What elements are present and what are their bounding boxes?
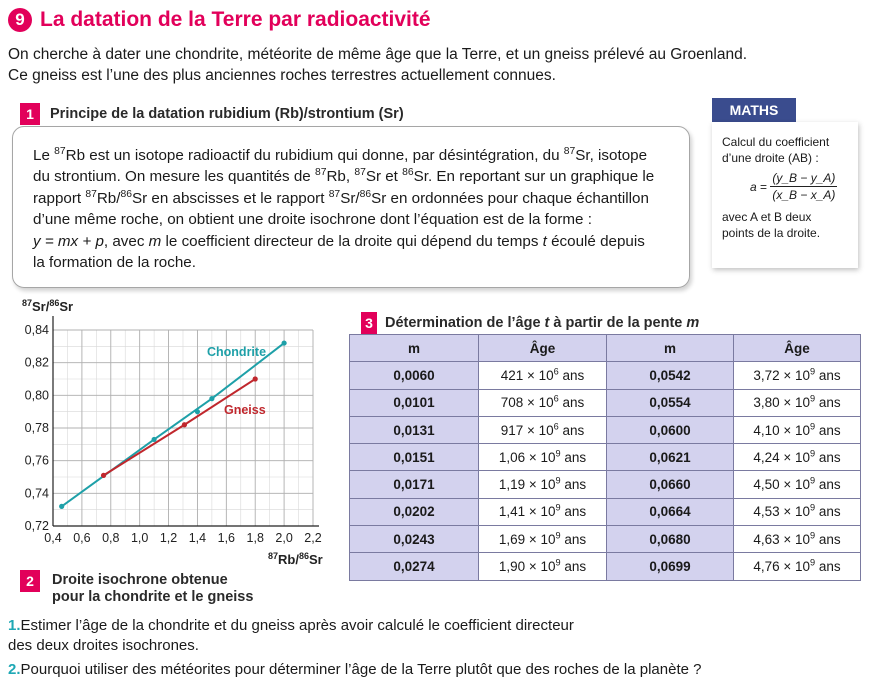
- table-cell-age: $4,76 \times 10^9$ ans: [734, 553, 861, 580]
- maths-line-4: points de la droite.: [722, 226, 821, 240]
- section-3-header: [361, 312, 699, 334]
- maths-tag: MATHS: [712, 98, 796, 122]
- table-cell-m: 0,0151: [350, 444, 479, 471]
- section-3-title: Détermination de l’âge t à partir de la pente m: [385, 315, 700, 331]
- y-tick-label: 0,80: [24, 388, 49, 403]
- col-header-m-1: m: [350, 335, 479, 362]
- maths-box: [712, 122, 858, 268]
- table-cell-age: $4,53 \times 10^9$ ans: [734, 498, 861, 525]
- data-point: [152, 437, 157, 442]
- data-point: [195, 409, 200, 414]
- x-tick-label: 1,2: [159, 531, 178, 545]
- table-cell-m: 0,0699: [607, 553, 734, 580]
- data-point: [253, 376, 258, 381]
- maths-line-2: d’une droite (AB) :: [722, 151, 819, 165]
- table-cell-m: 0,0664: [607, 498, 734, 525]
- table-row: [350, 526, 861, 553]
- table-cell-m: 0,0274: [350, 553, 479, 580]
- intro-line-1: On cherche à dater une chondrite, météorite de même âge que la Terre, et un gneiss prélevé au Groenland.: [8, 46, 747, 63]
- table-cell-age: $1,41 \times 10^9$ ans: [479, 498, 607, 525]
- table-cell-age: $4,24 \times 10^9$ ans: [734, 444, 861, 471]
- principle-text: Le $^{87}$Rb est un isotope radioactif du rubidium qui donne, par désintégration, du $^{87}$Sr, isotope du strontium. On mesure les quantités de $^{87}$Rb, $^{87}$Sr et $^{86}$Sr. En reportant sur un graphique le rapport $^{87}$Rb/$^{86}$Sr en abscisses et le rapport $^{87}$Sr/$^{86}$Sr en ordonnées pour chaque échantillon d’une même roche, on obtient une droite isochrone dont l’équation est de la forme : y = mx + p, avec m le coefficient directeur de la droite qui dépend du temps t écoulé depuis la formation de la roche.: [33, 145, 655, 272]
- table-cell-m: 0,0621: [607, 444, 734, 471]
- x-tick-label: 2,2: [304, 531, 322, 545]
- x-tick-label: 0,6: [73, 531, 91, 545]
- table-cell-m: 0,0101: [350, 389, 479, 416]
- data-point: [101, 473, 106, 478]
- table-cell-m: 0,0680: [607, 526, 734, 553]
- table-cell-age: $1,69 \times 10^9$ ans: [479, 526, 607, 553]
- y-tick-label: 0,82: [24, 355, 49, 370]
- isochrone-chart: [0, 290, 345, 590]
- section-1-header: [20, 103, 404, 125]
- col-header-m-2: m: [607, 335, 734, 362]
- table-cell-m: 0,0060: [350, 362, 479, 389]
- section-2-number: 2: [20, 570, 40, 592]
- table-row: [350, 471, 861, 498]
- series-line-chondrite: [62, 343, 284, 506]
- data-point: [59, 504, 64, 509]
- table-cell-age: $421 \times 10^6$ ans: [479, 362, 607, 389]
- table-row: [350, 553, 861, 580]
- y-axis-label: $^{87}$Sr/$^{86}$Sr: [22, 298, 74, 314]
- intro-text: [8, 44, 858, 86]
- x-axis-label: $^{87}$Rb/$^{86}$Sr: [268, 551, 323, 567]
- y-tick-label: 0,78: [24, 421, 49, 435]
- age-table: [349, 334, 861, 581]
- table-cell-m: 0,0660: [607, 471, 734, 498]
- principle-box: [12, 126, 690, 288]
- x-tick-label: 0,8: [102, 531, 120, 545]
- table-cell-m: 0,0542: [607, 362, 734, 389]
- data-point: [182, 422, 187, 427]
- question-2: 2.Pourquoi utiliser des météorites pour déterminer l’âge de la Terre plutôt que des roches de la planète ?: [8, 661, 702, 678]
- table-cell-age: $3,80 \times 10^9$ ans: [734, 389, 861, 416]
- exercise-title-text: La datation de la Terre par radioactivité: [40, 8, 431, 31]
- maths-formula: a = $\frac{(y\_B - y\_A)}{(x\_B - x\_A)}$: [750, 171, 836, 202]
- x-tick-label: 1,4: [188, 531, 207, 545]
- exercise-title: [8, 8, 431, 32]
- y-tick-label: 0,72: [24, 519, 49, 533]
- data-point: [282, 340, 287, 345]
- col-header-age-2: Âge: [734, 335, 861, 362]
- intro-line-2: Ce gneiss est l’une des plus anciennes roches terrestres actuellement connues.: [8, 67, 556, 84]
- table-cell-m: 0,0131: [350, 416, 479, 443]
- table-cell-age: $1,06 \times 10^9$ ans: [479, 444, 607, 471]
- data-point: [209, 396, 214, 401]
- table-cell-m: 0,0202: [350, 498, 479, 525]
- table-cell-age: $3,72 \times 10^9$ ans: [734, 362, 861, 389]
- table-row: [350, 389, 861, 416]
- series-label-gneiss: Gneiss: [224, 403, 266, 417]
- table-cell-age: $1,90 \times 10^9$ ans: [479, 553, 607, 580]
- x-tick-label: 1,0: [130, 531, 149, 545]
- section-1-title: Principe de la datation rubidium (Rb)/strontium (Sr): [50, 106, 404, 122]
- question-1: 1.Estimer l’âge de la chondrite et du gneiss après avoir calculé le coefficient directeur des deux droites isochrones.: [8, 617, 574, 654]
- col-header-age-1: Âge: [479, 335, 607, 362]
- section-3-number: 3: [361, 312, 377, 334]
- table-row: [350, 362, 861, 389]
- table-cell-age: $708 \times 10^6$ ans: [479, 389, 607, 416]
- series-label-chondrite: Chondrite: [207, 345, 267, 359]
- table-cell-m: 0,0600: [607, 416, 734, 443]
- maths-line-1: Calcul du coefficient: [722, 135, 830, 149]
- section-1-number: 1: [20, 103, 40, 125]
- table-row: [350, 498, 861, 525]
- exercise-number-badge: 9: [8, 8, 32, 32]
- y-tick-label: 0,74: [24, 486, 49, 501]
- table-cell-age: $4,63 \times 10^9$ ans: [734, 526, 861, 553]
- table-cell-m: 0,0171: [350, 471, 479, 498]
- x-tick-label: 1,8: [246, 531, 264, 545]
- table-cell-age: $1,19 \times 10^9$ ans: [479, 471, 607, 498]
- y-tick-label: 0,84: [24, 323, 49, 337]
- table-row: [350, 416, 861, 443]
- table-cell-m: 0,0554: [607, 389, 734, 416]
- table-row: [350, 444, 861, 471]
- table-cell-age: $917 \times 10^6$ ans: [479, 416, 607, 443]
- x-tick-label: 1,6: [217, 531, 236, 545]
- table-cell-age: $4,50 \times 10^9$ ans: [734, 471, 861, 498]
- table-cell-age: $4,10 \times 10^9$ ans: [734, 416, 861, 443]
- y-tick-label: 0,76: [24, 453, 49, 468]
- section-2-title: Droite isochrone obtenue pour la chondrite et le gneiss: [52, 572, 254, 605]
- x-tick-label: 0,4: [44, 531, 62, 545]
- x-tick-label: 2,0: [275, 531, 293, 545]
- maths-line-3: avec A et B deux: [722, 210, 812, 224]
- table-cell-m: 0,0243: [350, 526, 479, 553]
